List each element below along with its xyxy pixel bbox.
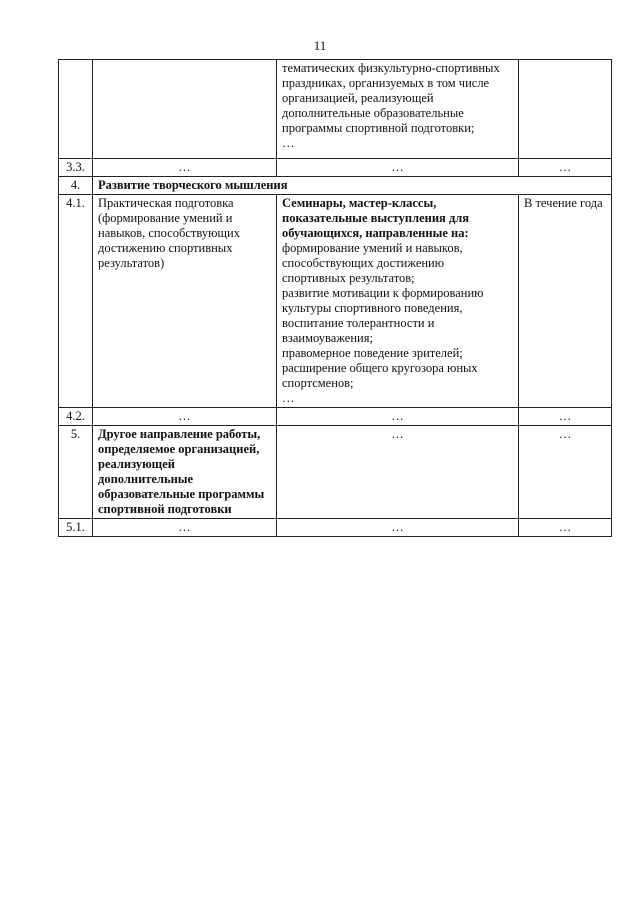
text-line: программы спортивной подготовки; [282, 121, 475, 135]
table-row-4-1 [59, 195, 612, 408]
cell-content: … [277, 519, 519, 537]
table-row-3-3 [59, 159, 612, 177]
section-title: Развитие творческого мышления [93, 177, 612, 195]
table-row-5-1 [59, 519, 612, 537]
cell-content: … [277, 408, 519, 426]
text-line: воспитание толерантности и [282, 316, 435, 330]
cell-direction [93, 195, 277, 408]
table-row-5 [59, 426, 612, 519]
cell-direction [93, 426, 277, 519]
text-line: (формирование умений и [98, 211, 233, 225]
text-line: развитие мотивации к формированию [282, 286, 484, 300]
cell-num: 5.1. [59, 519, 93, 537]
cell-direction: … [93, 519, 277, 537]
text-line-bold: дополнительные [98, 472, 194, 486]
text-line: Практическая подготовка [98, 196, 234, 210]
text-line: дополнительные образовательные [282, 106, 464, 120]
text-line: результатов) [98, 256, 165, 270]
text-line: взаимоуважения; [282, 331, 373, 345]
cell-deadline: … [519, 426, 612, 519]
text-line-bold: показательные выступления для [282, 211, 470, 225]
text-line-bold: обучающихся, направленные на: [282, 226, 469, 240]
text-line: … [282, 136, 295, 150]
text-line: навыков, способствующих [98, 226, 240, 240]
text-line: спортсменов; [282, 376, 354, 390]
page-number: 11 [313, 38, 327, 53]
cell-deadline: … [519, 408, 612, 426]
cell-num: 3.3. [59, 159, 93, 177]
text-line: формирование умений и навыков, [282, 241, 463, 255]
cell-num [59, 60, 93, 159]
cell-direction: … [93, 408, 277, 426]
text-line: правомерное поведение зрителей; [282, 346, 463, 360]
text-line: организацией, реализующей [282, 91, 434, 105]
cell-deadline [519, 60, 612, 159]
cell-deadline: В течение года [519, 195, 612, 408]
text-line: … [282, 391, 295, 405]
cell-deadline: … [519, 519, 612, 537]
cell-content: … [277, 159, 519, 177]
cell-content [277, 195, 519, 408]
cell-num: 4. [59, 177, 93, 195]
text-line: расширение общего кругозора юных [282, 361, 478, 375]
table-row-4-2 [59, 408, 612, 426]
cell-num: 4.2. [59, 408, 93, 426]
cell-direction [93, 60, 277, 159]
text-line-bold: Другое направление работы, [98, 427, 261, 441]
text-line: культуры спортивного поведения, [282, 301, 463, 315]
text-line: праздниках, организуемых в том числе [282, 76, 490, 90]
text-line: достижению спортивных [98, 241, 233, 255]
text-line: тематических физкультурно-спортивных [282, 61, 500, 75]
cell-content: … [277, 426, 519, 519]
text-line-bold: образовательные программы [98, 487, 265, 501]
text-line: способствующих достижению [282, 256, 445, 270]
cell-num: 4.1. [59, 195, 93, 408]
plan-table [58, 59, 612, 537]
text-line-bold: спортивной подготовки [98, 502, 232, 516]
text-line: спортивных результатов; [282, 271, 415, 285]
cell-direction: … [93, 159, 277, 177]
text-line-bold: определяемое организацией, [98, 442, 260, 456]
cell-num: 5. [59, 426, 93, 519]
table-row-4 [59, 177, 612, 195]
text-line-bold: Семинары, мастер-классы, [282, 196, 437, 210]
cell-content [277, 60, 519, 159]
table-row-continuation [59, 60, 612, 159]
cell-deadline: … [519, 159, 612, 177]
text-line-bold: реализующей [98, 457, 175, 471]
